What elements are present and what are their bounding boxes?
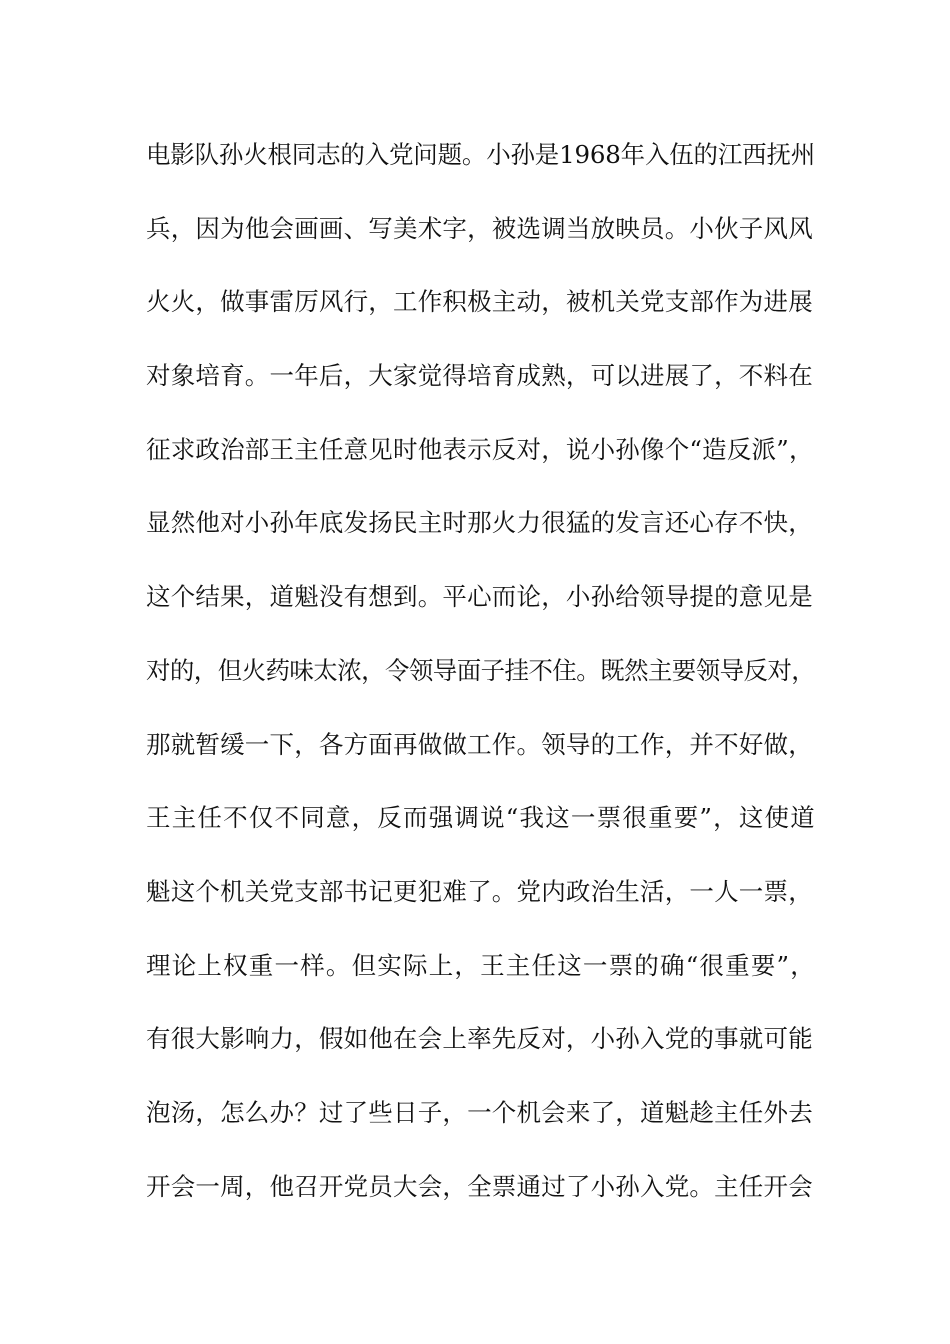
text-line: 那就暂缓一下，各方面再做做工作。领导的工作，并不好做，: [146, 729, 813, 759]
body-text: [146, 131, 816, 1236]
text-line: 开会一周，他召开党员大会，全票通过了小孙入党。主任开会: [146, 1171, 813, 1201]
text-line: 显然他对小孙年底发扬民主时那火力很猛的发言还心存不快，: [146, 508, 813, 538]
text-line: 电影队孙火根同志的入党问题。小孙是1968年入伍的江西抚州: [146, 140, 816, 169]
text-line: 泡汤，怎么办？过了些日子，一个机会来了，道魁趁主任外去: [146, 1097, 813, 1127]
text-line: 有很大影响力，假如他在会上率先反对，小孙入党的事就可能: [146, 1024, 813, 1054]
text-line: 火火，做事雷厉风行，工作积极主动，被机关党支部作为进展: [146, 287, 813, 317]
text-line: 这个结果，道魁没有想到。平心而论，小孙给领导提的意见是: [146, 582, 813, 612]
text-line: 征求政治部王主任意见时他表示反对，说小孙像个“造反派”，: [146, 434, 814, 464]
text-line: 兵，因为他会画画、写美术字，被选调当放映员。小伙子风风: [146, 213, 813, 243]
text-line: 王主任不仅不同意，反而强调说“我这一票很重要”，这使道: [146, 803, 816, 833]
text-line: 对的，但火药味太浓，令领导面子挂不住。既然主要领导反对，: [146, 655, 816, 685]
text-line: 理论上权重一样。但实际上，王主任这一票的确“很重要”，: [146, 950, 816, 980]
text-line: 对象培育。一年后，大家觉得培育成熟，可以进展了，不料在: [146, 361, 813, 391]
text-line: 魁这个机关党支部书记更犯难了。党内政治生活，一人一票，: [146, 876, 813, 906]
